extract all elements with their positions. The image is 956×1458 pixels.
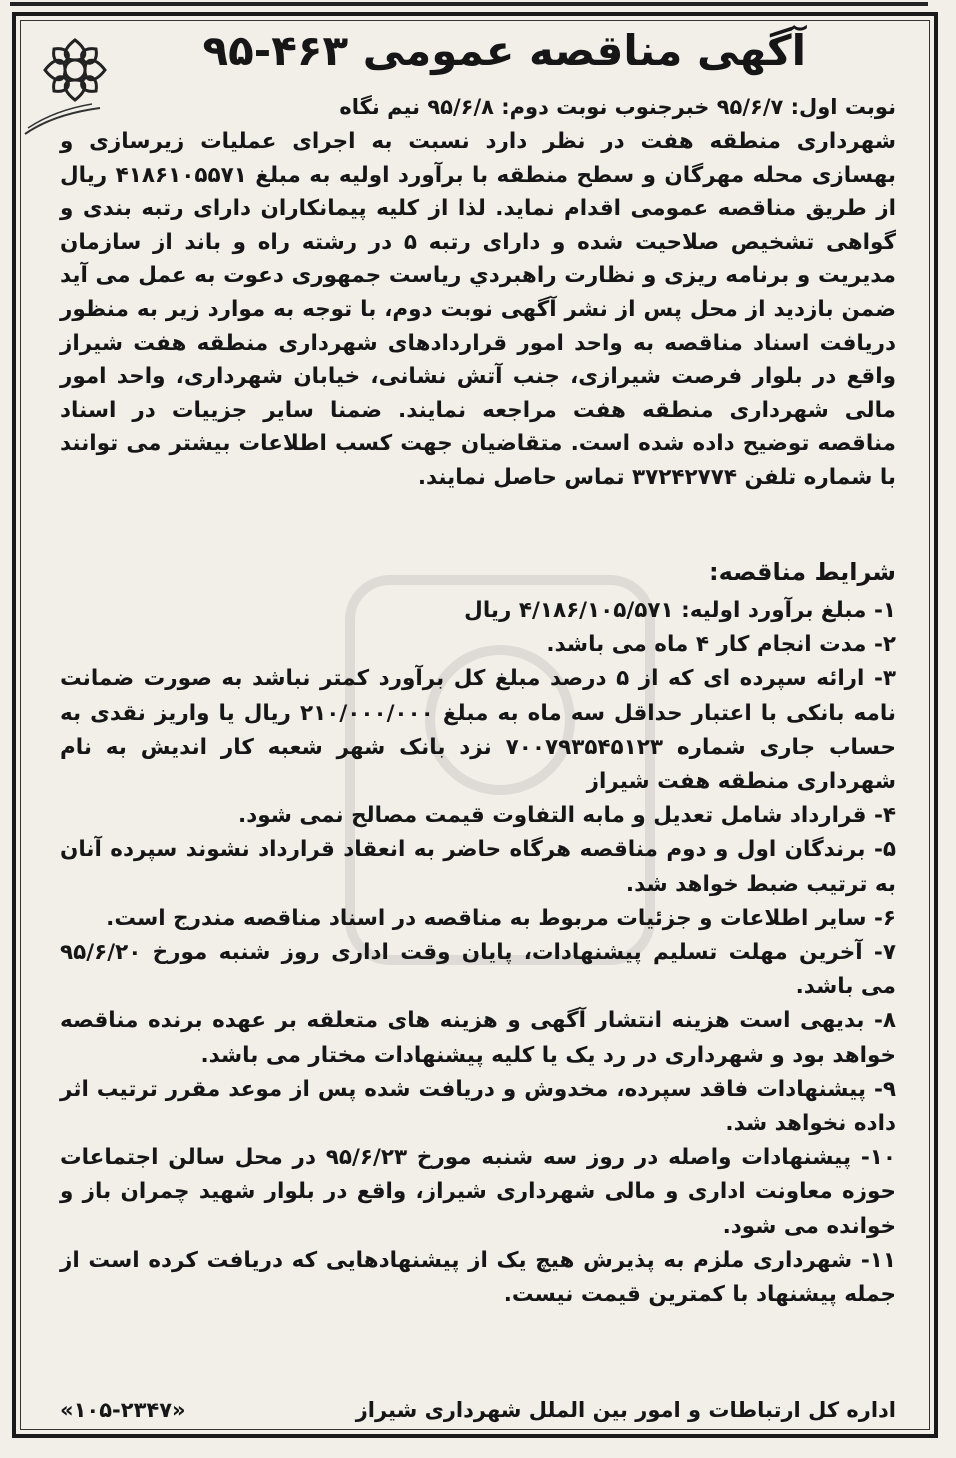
condition-item: ۱- مبلغ برآورد اولیه: ۴/۱۸۶/۱۰۵/۵۷۱ ریال — [464, 598, 896, 623]
condition-item: ۱۰- پیشنهادات واصله در روز سه شنبه مورخ ۹۵/۶/۲۳ در محل سالن اجتماعات حوزه معاونت اداری و مالی شهرداری شیراز، واقع در بلوار شهید چمران باز و خوانده می شود. — [60, 1145, 897, 1239]
condition-item: ۹- پیشنهادات فاقد سپرده، مخدوش و دریافت شده پس از موعد مقرر ترتیب اثر داده نخواهد شد. — [60, 1076, 896, 1137]
condition-item: ۸- بدیهی است هزینه انتشار آگهی و هزینه های متعلقه بر عهده برنده مناقصه خواهد بود و شهرداری در رد یک یا کلیه پیشنهادات مختار می باشد. — [60, 1008, 896, 1068]
conditions-heading: شرایط مناقصه: — [708, 558, 896, 586]
footer-code: «۱۰۵-۲۳۴۷» — [60, 1398, 186, 1422]
condition-item: ۳- ارائه سپرده ای که از ۵ درصد مبلغ کل برآورد کمتر نباشد به صورت ضمانت نامه بانکی با اعتبار حداقل سه ماه به مبلغ ۲۱۰/۰۰۰/۰۰۰ ریال یا واریز نقدی به حساب جاری شماره ۷۰۰۷۹۳۵۴۵۱۲۳ نزد بانک شهر شعبه کار اندیش به نام شهرداری منطقه هفت شیراز — [60, 666, 897, 795]
publication-dates: نوبت اول: ۹۵/۶/۷ خبرجنوب نوبت دوم: ۹۵/۶/۸ نیم نگاه — [339, 95, 896, 119]
condition-item: ۱۱- شهرداری ملزم به پذیرش هیچ یک از پیشنهادهایی که دریافت کرده است از جمله پیشنهاد با کمترین قیمت نیست. — [60, 1247, 896, 1308]
footer-department: اداره کل ارتباطات و امور بین الملل شهرداری شیراز — [355, 1398, 896, 1422]
condition-item: ۷- آخرین مهلت تسلیم پیشنهادات، پایان وقت اداری روز شنبه مورخ ۹۵/۶/۲۰ می باشد. — [60, 940, 896, 1000]
notice-body-text: شهرداری منطقه هفت در نظر دارد نسبت به اجرای عملیات زیرسازی و بهسازی محله مهرگان و سطح منطقه با برآورد اولیه به مبلغ ۴۱۸۶۱۰۵۵۷۱ ریال از طریق مناقصه عمومی اقدام نماید. لذا از کلیه پیمانکاران دارای رتبه بندی و گواهی تشخیص صلاحیت شده و دارای رتبه ۵ در رشته راه و باند از سازمان مدیریت و برنامه ریزی و نظارت راهبردي ریاست جمهوری دعوت به عمل می آید ضمن بازدید از محل پس از نشر آگهی نوبت دوم، با توجه به موارد زیر به منظور دریافت اسناد مناقصه به واحد امور قراردادهای شهرداری منطقه هفت شیراز واقع در بلوار فرصت شیرازی، جنب آتش نشانی، خیابان شهرداری، واحد امور مالی شهرداری منطقه هفت مراجعه نمایند. ضمنا سایر جزییات در اسناد مناقصه توضیح داده شده است. متقاضیان جهت کسب اطلاعات بیشتر می توانند با شماره تلفن ۳۷۲۴۲۷۷۴ تماس حاصل نمایند. — [60, 129, 896, 490]
conditions-list — [60, 594, 896, 1312]
condition-item: ۴- قرارداد شامل تعدیل و مابه التفاوت قیمت مصالح نمی شود. — [238, 803, 896, 829]
condition-item: ۲- مدت انجام کار ۴ ماه می باشد. — [546, 632, 896, 658]
top-rule — [10, 2, 928, 6]
footer — [60, 1398, 896, 1422]
notice-title: آگهی مناقصه عمومی ۴۶۳-۹۵ — [202, 26, 806, 75]
condition-item: ۵- برندگان اول و دوم مناقصه هرگاه حاضر به انعقاد قرارداد نشوند سپرده آنان به ترتیب ضبط خواهد شد. — [60, 837, 896, 897]
condition-item: ۶- سایر اطلاعات و جزئیات مربوط به مناقصه در اسناد مناقصه مندرج است. — [106, 905, 896, 931]
